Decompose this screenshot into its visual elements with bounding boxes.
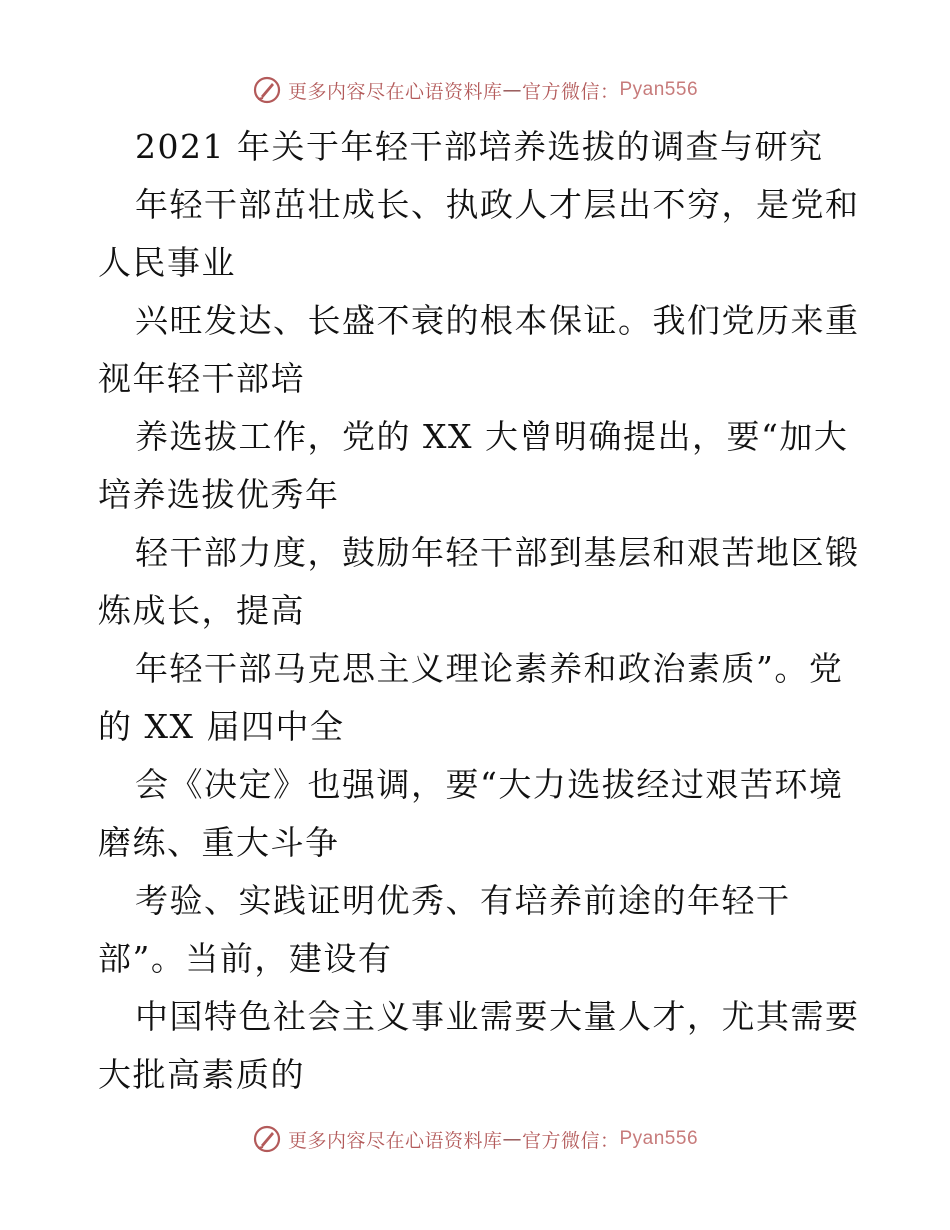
paragraph-line: 大批高素质的 xyxy=(98,1055,305,1094)
header-watermark xyxy=(0,73,950,107)
watermark-site-text: 更多内容尽在心语资料库 xyxy=(287,80,503,103)
paragraph-line: 会《决定》也强调，要“大力选拔经过艰苦环境 xyxy=(135,765,844,804)
paragraph-line: 部”。当前，建设有 xyxy=(98,939,393,978)
paragraph-line: 中国特色社会主义事业需要大量人才，尤其需要 xyxy=(135,997,860,1036)
paragraph-line: 培养选拔优秀年 xyxy=(98,475,340,514)
watermark-wechat-label: 官方微信： xyxy=(521,1129,620,1152)
paragraph-line: 的 XX 届四中全 xyxy=(98,707,345,746)
paragraph-line: 考验、实践证明优秀、有培养前途的年轻干 xyxy=(135,881,791,920)
paragraph-line: 视年轻干部培 xyxy=(98,359,305,398)
quill-circle-logo-icon xyxy=(252,1124,282,1154)
watermark-dash: — xyxy=(502,1128,522,1150)
paragraph-line: 轻干部力度，鼓励年轻干部到基层和艰苦地区锻 xyxy=(135,533,860,572)
paragraph-line: 磨练、重大斗争 xyxy=(98,823,340,862)
paragraph-line: 兴旺发达、长盛不衰的根本保证。我们党历来重 xyxy=(135,301,860,340)
paragraph-line: 年轻干部马克思主义理论素养和政治素质”。党 xyxy=(135,649,844,688)
paragraph-line: 人民事业 xyxy=(98,243,236,282)
document-body xyxy=(98,118,858,1104)
paragraph-line: 年轻干部茁壮成长、执政人才层出不穷，是党和 xyxy=(135,185,860,224)
quill-circle-logo-icon xyxy=(252,75,282,105)
watermark-wechat-id: Pyan556 xyxy=(619,79,699,100)
watermark-wechat-id: Pyan556 xyxy=(619,1128,699,1149)
paragraph-line: 养选拔工作，党的 XX 大曾明确提出，要“加大 xyxy=(135,417,849,456)
paragraph-line: 炼成长，提高 xyxy=(98,591,305,630)
watermark-wechat-label: 官方微信： xyxy=(521,80,620,103)
watermark-dash: — xyxy=(502,79,522,101)
watermark-site-text: 更多内容尽在心语资料库 xyxy=(287,1129,503,1152)
document-title: 2021 年关于年轻干部培养选拔的调查与研究 xyxy=(135,127,824,166)
footer-watermark xyxy=(0,1122,950,1156)
